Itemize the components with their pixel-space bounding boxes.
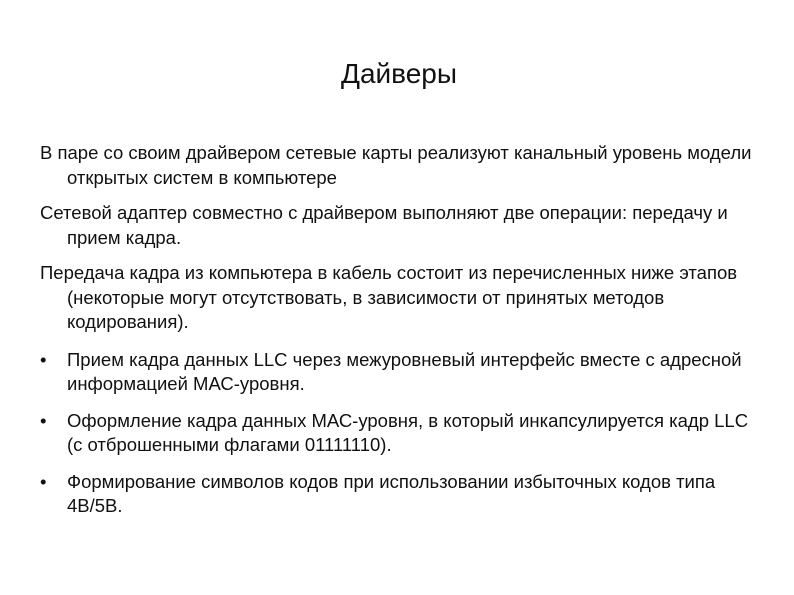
paragraph-frame-transmission: Передача кадра из компьютера в кабель состоит из перечисленных ниже этапов (некоторые могут отсутствовать, в зависимости от принятых методов кодирования).: [40, 262, 738, 332]
bullet-icon: •: [40, 409, 47, 431]
slide-body: [40, 141, 760, 531]
bullet-text: Прием кадра данных LLC через межуровневый интерфейс вместе с адресной информацией МАС-уровня.: [67, 348, 742, 394]
paragraph-adapter-operations: Сетевой адаптер совместно с драйвером выполняют две операции: передачу и прием кадра.: [40, 202, 728, 248]
bullet-item-symbol-coding: [40, 470, 760, 519]
bullet-text: Оформление кадра данных МАС-уровня, в который инкапсулируется кадр LLC (с отброшенными флагами 01111110).: [67, 409, 749, 455]
paragraph-network-card-layer: В паре со своим драйвером сетевые карты реализуют канальный уровень модели открытых систем в компьютере: [40, 142, 752, 188]
bullet-icon: •: [40, 470, 47, 492]
bullet-icon: •: [40, 348, 47, 370]
bullet-item-mac-frame: [40, 409, 760, 458]
slide-title: Дайверы: [340, 58, 457, 89]
bullet-text: Формирование символов кодов при использовании избыточных кодов типа 4В/5В.: [67, 470, 716, 516]
bullet-item-llc-receive: [40, 348, 760, 397]
